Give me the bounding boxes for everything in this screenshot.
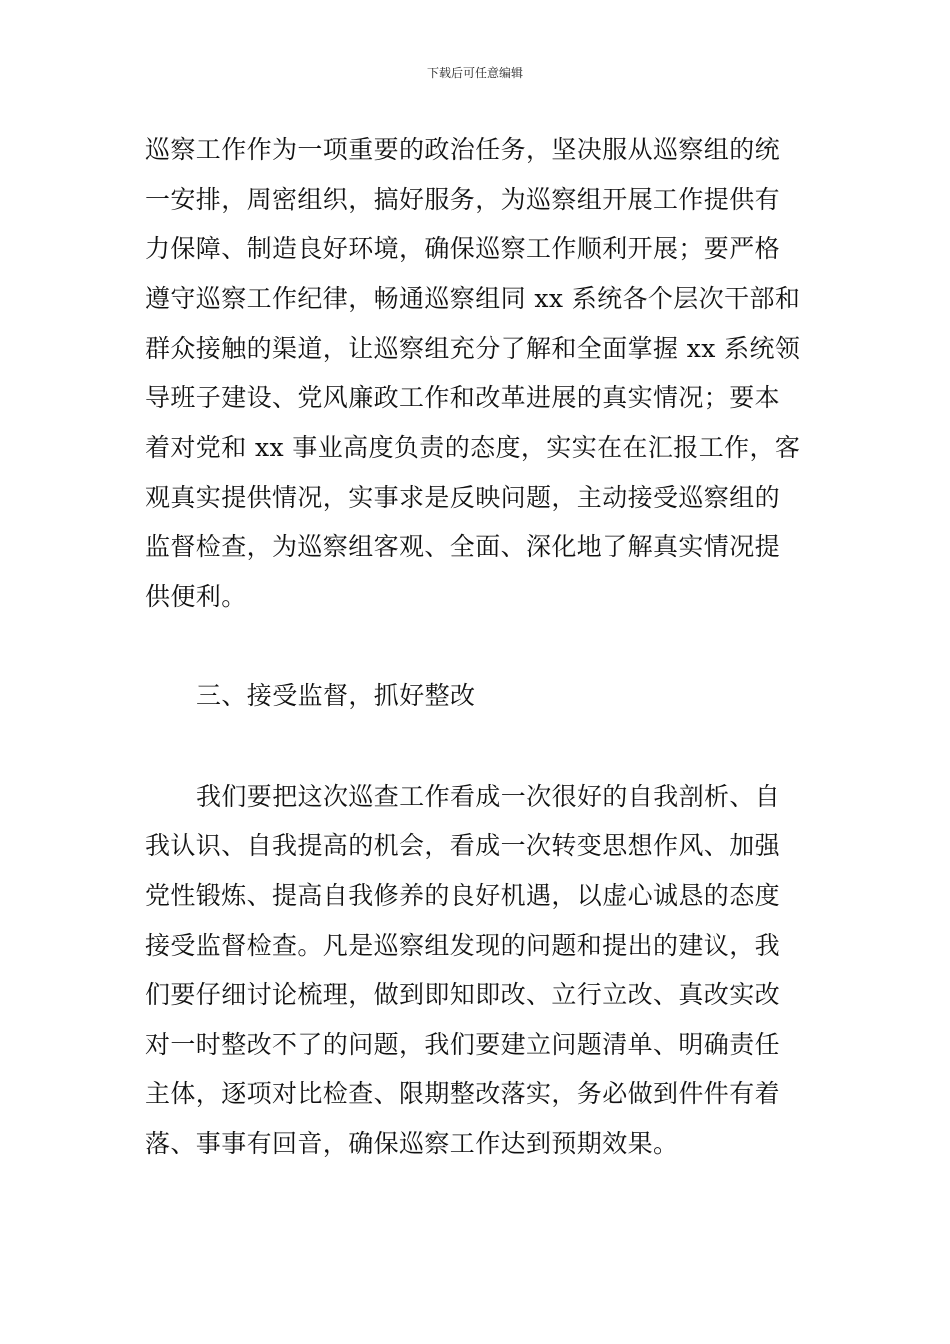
paragraph-line: 对一时整改不了的问题，我们要建立问题清单、明确责任 (145, 1030, 781, 1059)
paragraph-line: 群众接触的渠道，让巡察组充分了解和全面掌握 xx 系统领 (145, 334, 801, 363)
paragraph-line: 接受监督检查。凡是巡察组发现的问题和提出的建议，我 (145, 931, 781, 960)
header-note: 下载后可任意编辑 (426, 66, 523, 80)
paragraph-line: 监督检查，为巡察组客观、全面、深化地了解真实情况提 (145, 532, 781, 561)
paragraph-line: 我认识、自我提高的机会，看成一次转变思想作风、加强 (145, 831, 781, 860)
paragraph-line: 供便利。 (145, 582, 247, 611)
paragraph-line: 一安排，周密组织，搞好服务，为巡察组开展工作提供有 (145, 185, 781, 214)
paragraph-line: 遵守巡察工作纪律，畅通巡察组同 xx 系统各个层次干部和 (145, 284, 801, 313)
paragraph-line: 主体，逐项对比检查、限期整改落实，务必做到件件有着 (145, 1079, 781, 1108)
paragraph-line: 观真实提供情况，实事求是反映问题，主动接受巡察组的 (145, 483, 781, 512)
paragraph-line: 力保障、制造良好环境，确保巡察工作顺利开展；要严格 (145, 234, 781, 263)
paragraph-line: 我们要把这次巡查工作看成一次很好的自我剖析、自 (196, 782, 781, 811)
paragraph-line: 落、事事有回音，确保巡察工作达到预期效果。 (145, 1129, 679, 1158)
paragraph-line: 导班子建设、党风廉政工作和改革进展的真实情况；要本 (145, 383, 781, 412)
paragraph-line: 着对党和 xx 事业高度负责的态度，实实在在汇报工作，客 (145, 433, 801, 462)
paragraph-line: 党性锻炼、提高自我修养的良好机遇，以虚心诚恳的态度 (145, 881, 781, 910)
section-heading: 三、接受监督，抓好整改 (196, 681, 476, 710)
paragraph-line: 们要仔细讨论梳理，做到即知即改、立行立改、真改实改 (145, 980, 781, 1009)
paragraph-line: 巡察工作作为一项重要的政治任务，坚决服从巡察组的统 (145, 135, 781, 164)
